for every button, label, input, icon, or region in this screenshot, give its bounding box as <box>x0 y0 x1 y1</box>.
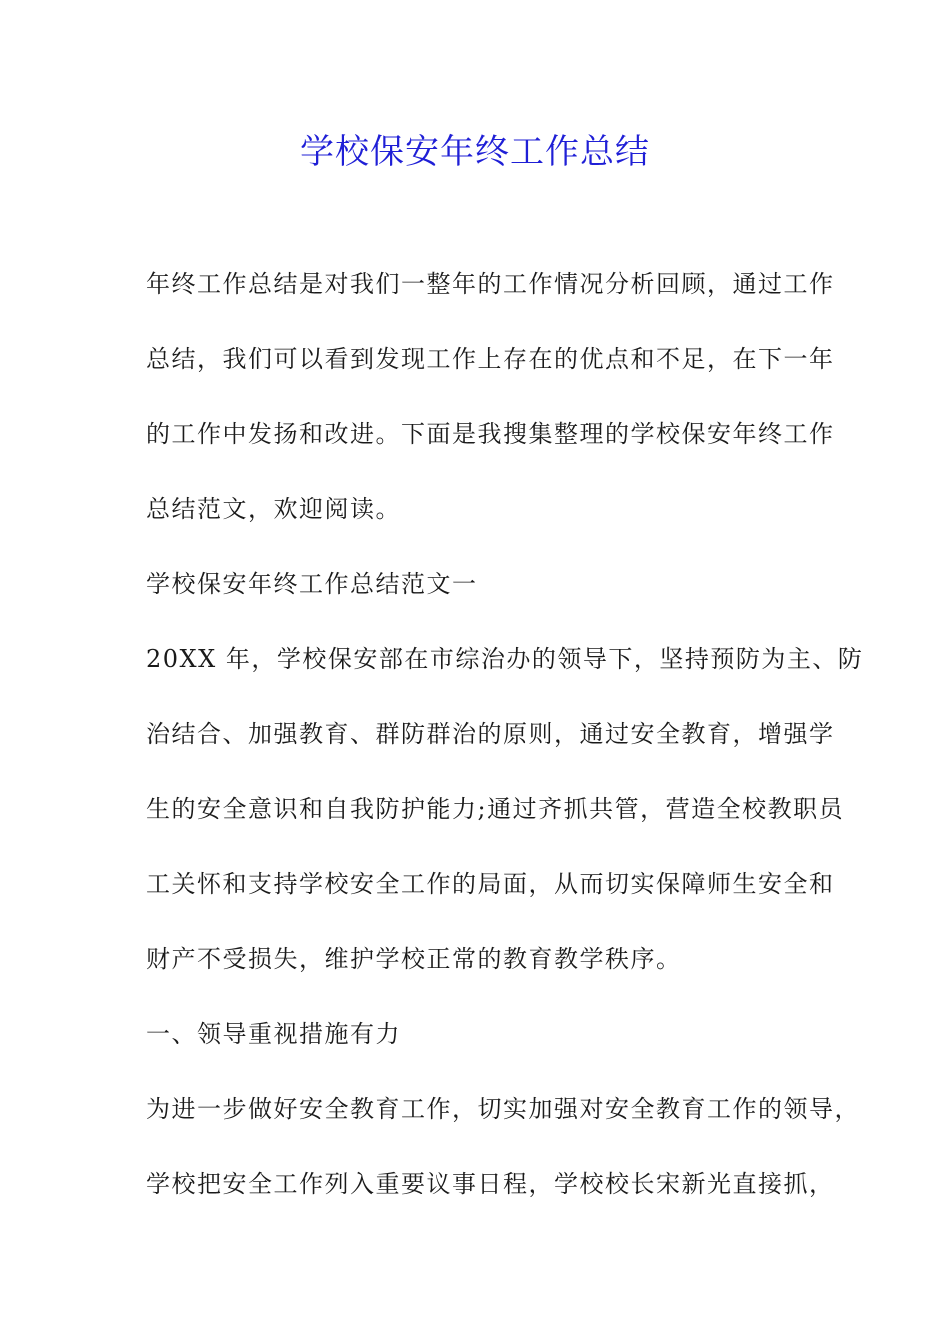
document-body <box>146 262 864 1237</box>
text-line-9: 工关怀和支持学校安全工作的局面，从而切实保障师生安全和 <box>146 870 835 898</box>
text-line-4: 总结范文，欢迎阅读。 <box>146 495 401 523</box>
text-line-13: 学校把安全工作列入重要议事日程，学校校长宋新光直接抓， <box>146 1170 835 1198</box>
document-title: 学校保安年终工作总结 <box>300 132 650 172</box>
text-line-6: 20XX 年，学校保安部在市综治办的领导下，坚持预防为主、防 <box>146 645 864 673</box>
text-line-2: 总结，我们可以看到发现工作上存在的优点和不足，在下一年 <box>146 345 835 373</box>
text-line-3: 的工作中发扬和改进。下面是我搜集整理的学校保安年终工作 <box>146 420 835 448</box>
section-heading-sample-one: 学校保安年终工作总结范文一 <box>146 570 478 598</box>
section-heading-leadership: 一、领导重视措施有力 <box>146 1020 401 1048</box>
text-line-10: 财产不受损失，维护学校正常的教育教学秩序。 <box>146 945 682 973</box>
text-line-1: 年终工作总结是对我们一整年的工作情况分析回顾，通过工作 <box>146 270 835 298</box>
text-line-12: 为进一步做好安全教育工作，切实加强对安全教育工作的领导， <box>146 1095 860 1123</box>
text-line-7: 治结合、加强教育、群防群治的原则，通过安全教育，增强学 <box>146 720 835 748</box>
text-line-8: 生的安全意识和自我防护能力;通过齐抓共管，营造全校教职员 <box>146 795 845 823</box>
